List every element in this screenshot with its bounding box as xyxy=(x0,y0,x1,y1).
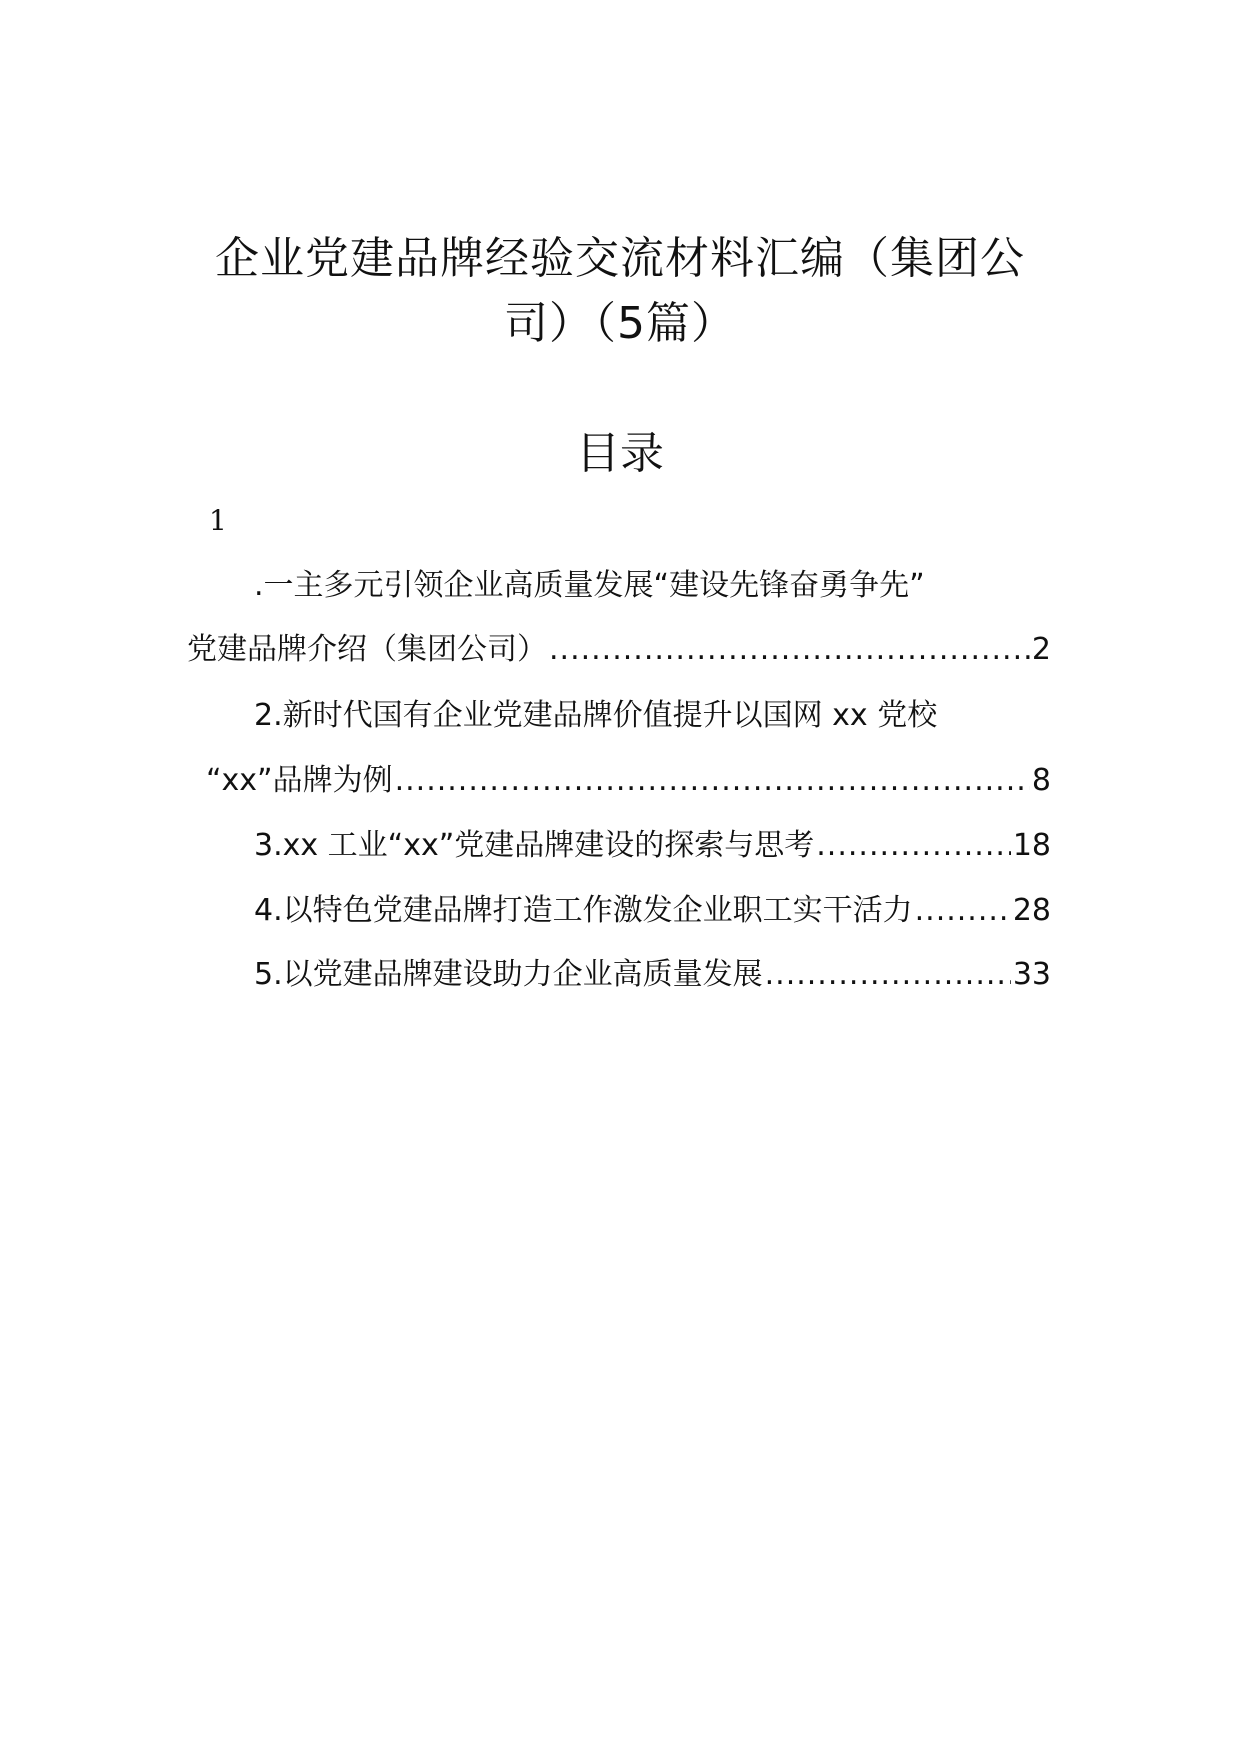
toc-entry-text: 4.以特色党建品牌打造工作激发企业职工实干活力 xyxy=(254,893,913,928)
toc-item-number: 1 xyxy=(209,504,227,537)
toc-page-number: 18 xyxy=(1012,828,1051,863)
toc-entry-4[interactable] xyxy=(254,891,1051,931)
toc-entry-text: 党建品牌介绍（集团公司） xyxy=(187,632,547,667)
dot-leader xyxy=(816,826,1011,866)
toc-entry-text: 5.以党建品牌建设助力企业高质量发展 xyxy=(254,957,763,992)
toc-entry-5[interactable] xyxy=(254,955,1051,995)
toc-page-number: 8 xyxy=(1031,763,1051,798)
toc-entry-3[interactable] xyxy=(254,826,1051,866)
toc-page-number: 33 xyxy=(1012,957,1051,992)
document-title-line-1: 企业党建品牌经验交流材料汇编（集团公 xyxy=(215,233,1025,284)
toc-page-number: 2 xyxy=(1031,632,1051,667)
toc-entry-2-line-1[interactable] xyxy=(254,696,937,736)
toc-page-number: 28 xyxy=(1012,893,1051,928)
toc-entry-1-line-1[interactable] xyxy=(254,566,925,606)
document-title-line-2: 司）（5篇） xyxy=(504,298,736,349)
toc-entry-1-line-2[interactable] xyxy=(187,630,1051,670)
dot-leader xyxy=(549,630,1030,670)
toc-entry-2-line-2[interactable] xyxy=(206,761,1051,801)
toc-entry-text: .一主多元引领企业高质量发展“建设先锋奋勇争先” xyxy=(254,568,925,603)
dot-leader xyxy=(395,761,1030,801)
toc-entry-text: 3.xx 工业“xx”党建品牌建设的探索与思考 xyxy=(254,828,815,863)
toc-entry-text: 2.新时代国有企业党建品牌价值提升以国网 xx 党校 xyxy=(254,698,938,733)
toc-entry-text: “xx”品牌为例 xyxy=(206,763,393,798)
dot-leader xyxy=(915,891,1011,931)
dot-leader xyxy=(765,955,1011,995)
toc-heading: 目录 xyxy=(576,428,664,479)
